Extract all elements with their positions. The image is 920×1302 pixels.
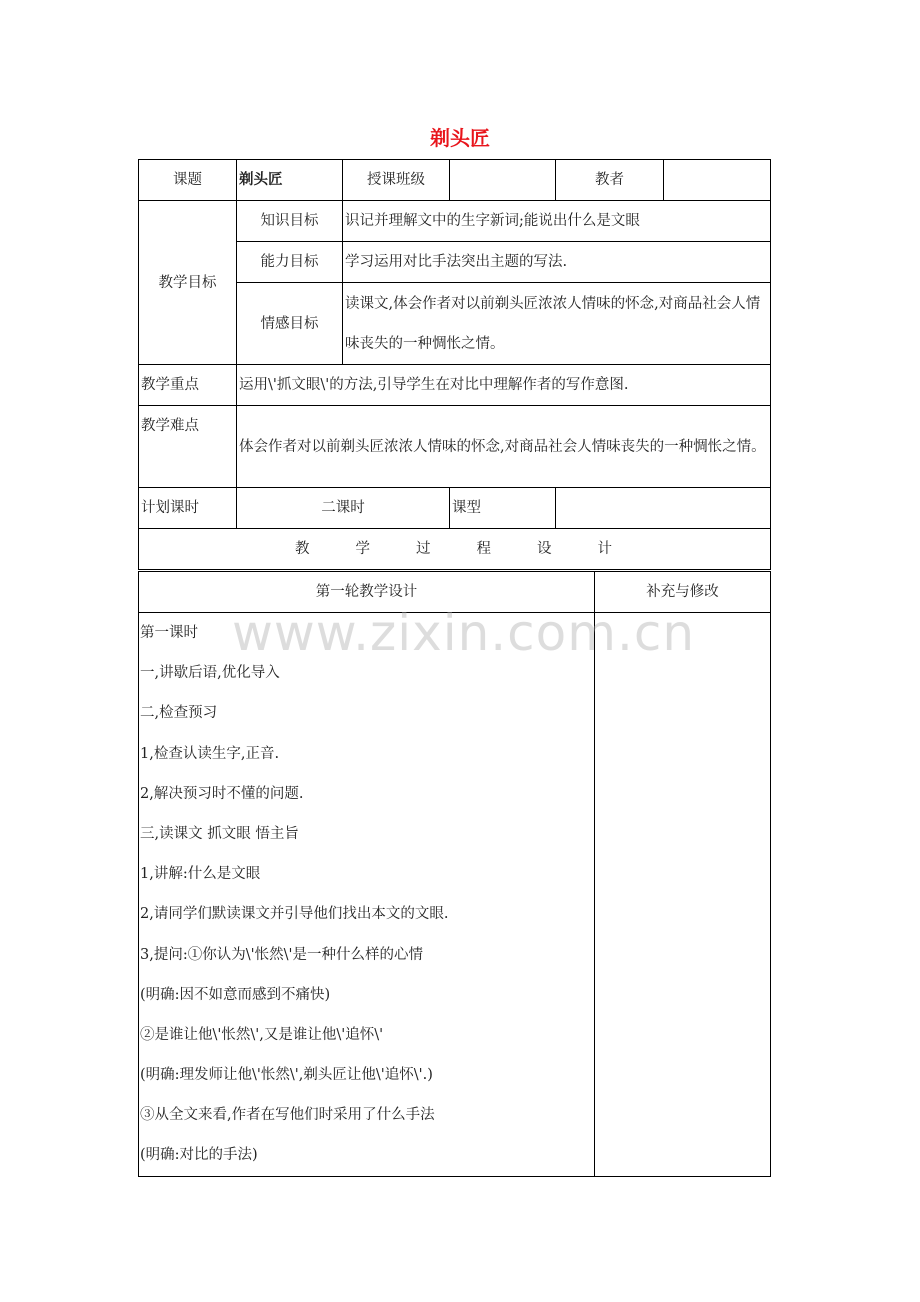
process-heading: 教学过程设计 <box>139 529 771 570</box>
process-line: 第一课时 <box>140 625 198 641</box>
emotion-goal-text: 读课文,体会作者对以前剃头匠浓浓人情味的怀念,对商品社会人情味丧失的一种惆怅之情。 <box>343 283 771 365</box>
process-body <box>139 613 595 1177</box>
process-line: 三,读课文 抓文眼 悟主旨 <box>140 825 299 842</box>
watermark: www.zixin.com.cn <box>232 604 696 662</box>
emotion-goal-label: 情感目标 <box>237 283 343 365</box>
class-value <box>450 160 556 201</box>
teacher-label: 教者 <box>556 160 664 201</box>
process-line: 2,解决预习时不懂的问题. <box>140 785 304 802</box>
process-line: 3,提问:①你认为\'怅然\'是一种什么样的心情 <box>140 946 423 963</box>
process-line: (明确:因不如意而感到不痛快) <box>140 986 331 1003</box>
first-round-header: 第一轮教学设计 <box>139 572 595 613</box>
knowledge-goal-text: 识记并理解文中的生字新词;能说出什么是文眼 <box>343 201 771 242</box>
lesson-type-label: 课型 <box>450 488 556 529</box>
difficulty-label: 教学难点 <box>139 406 237 488</box>
knowledge-goal-label: 知识目标 <box>237 201 343 242</box>
process-line: 一,讲歇后语,优化导入 <box>140 665 280 682</box>
process-line: 2,请同学们默读课文并引导他们找出本文的文眼. <box>140 906 449 923</box>
revision-body <box>595 613 771 1177</box>
class-label: 授课班级 <box>343 160 450 201</box>
process-line: 1,讲解:什么是文眼 <box>140 866 261 883</box>
hours-value: 二课时 <box>237 488 450 529</box>
process-line: (明确:理发师让他\'怅然\',剃头匠让他\'追怀\'.) <box>140 1067 433 1084</box>
key-point-label: 教学重点 <box>139 365 237 406</box>
lesson-plan-table <box>138 159 771 570</box>
difficulty-text: 体会作者对以前剃头匠浓浓人情味的怀念,对商品社会人情味丧失的一种惆怅之情。 <box>237 406 771 488</box>
topic-label: 课题 <box>139 160 237 201</box>
page-title: 剃头匠 <box>430 126 490 150</box>
revision-header: 补充与修改 <box>595 572 771 613</box>
process-line: 二,检查预习 <box>140 705 218 722</box>
teacher-value <box>664 160 771 201</box>
process-line: (明确:对比的手法) <box>140 1147 258 1164</box>
key-point-text: 运用\'抓文眼\'的方法,引导学生在对比中理解作者的写作意图. <box>237 365 771 406</box>
hours-label: 计划课时 <box>139 488 237 529</box>
ability-goal-label: 能力目标 <box>237 242 343 283</box>
process-line: 1,检查认读生字,正音. <box>140 745 280 762</box>
goals-label: 教学目标 <box>139 201 237 365</box>
process-line: ②是谁让他\'怅然\',又是谁让他\'追怀\' <box>140 1026 384 1043</box>
ability-goal-text: 学习运用对比手法突出主题的写法. <box>343 242 771 283</box>
process-lines <box>139 613 594 1176</box>
lesson-type-value <box>556 488 771 529</box>
process-line: ③从全文来看,作者在写他们时采用了什么手法 <box>140 1107 435 1124</box>
topic-value: 剃头匠 <box>237 160 343 201</box>
process-table <box>138 571 771 1177</box>
